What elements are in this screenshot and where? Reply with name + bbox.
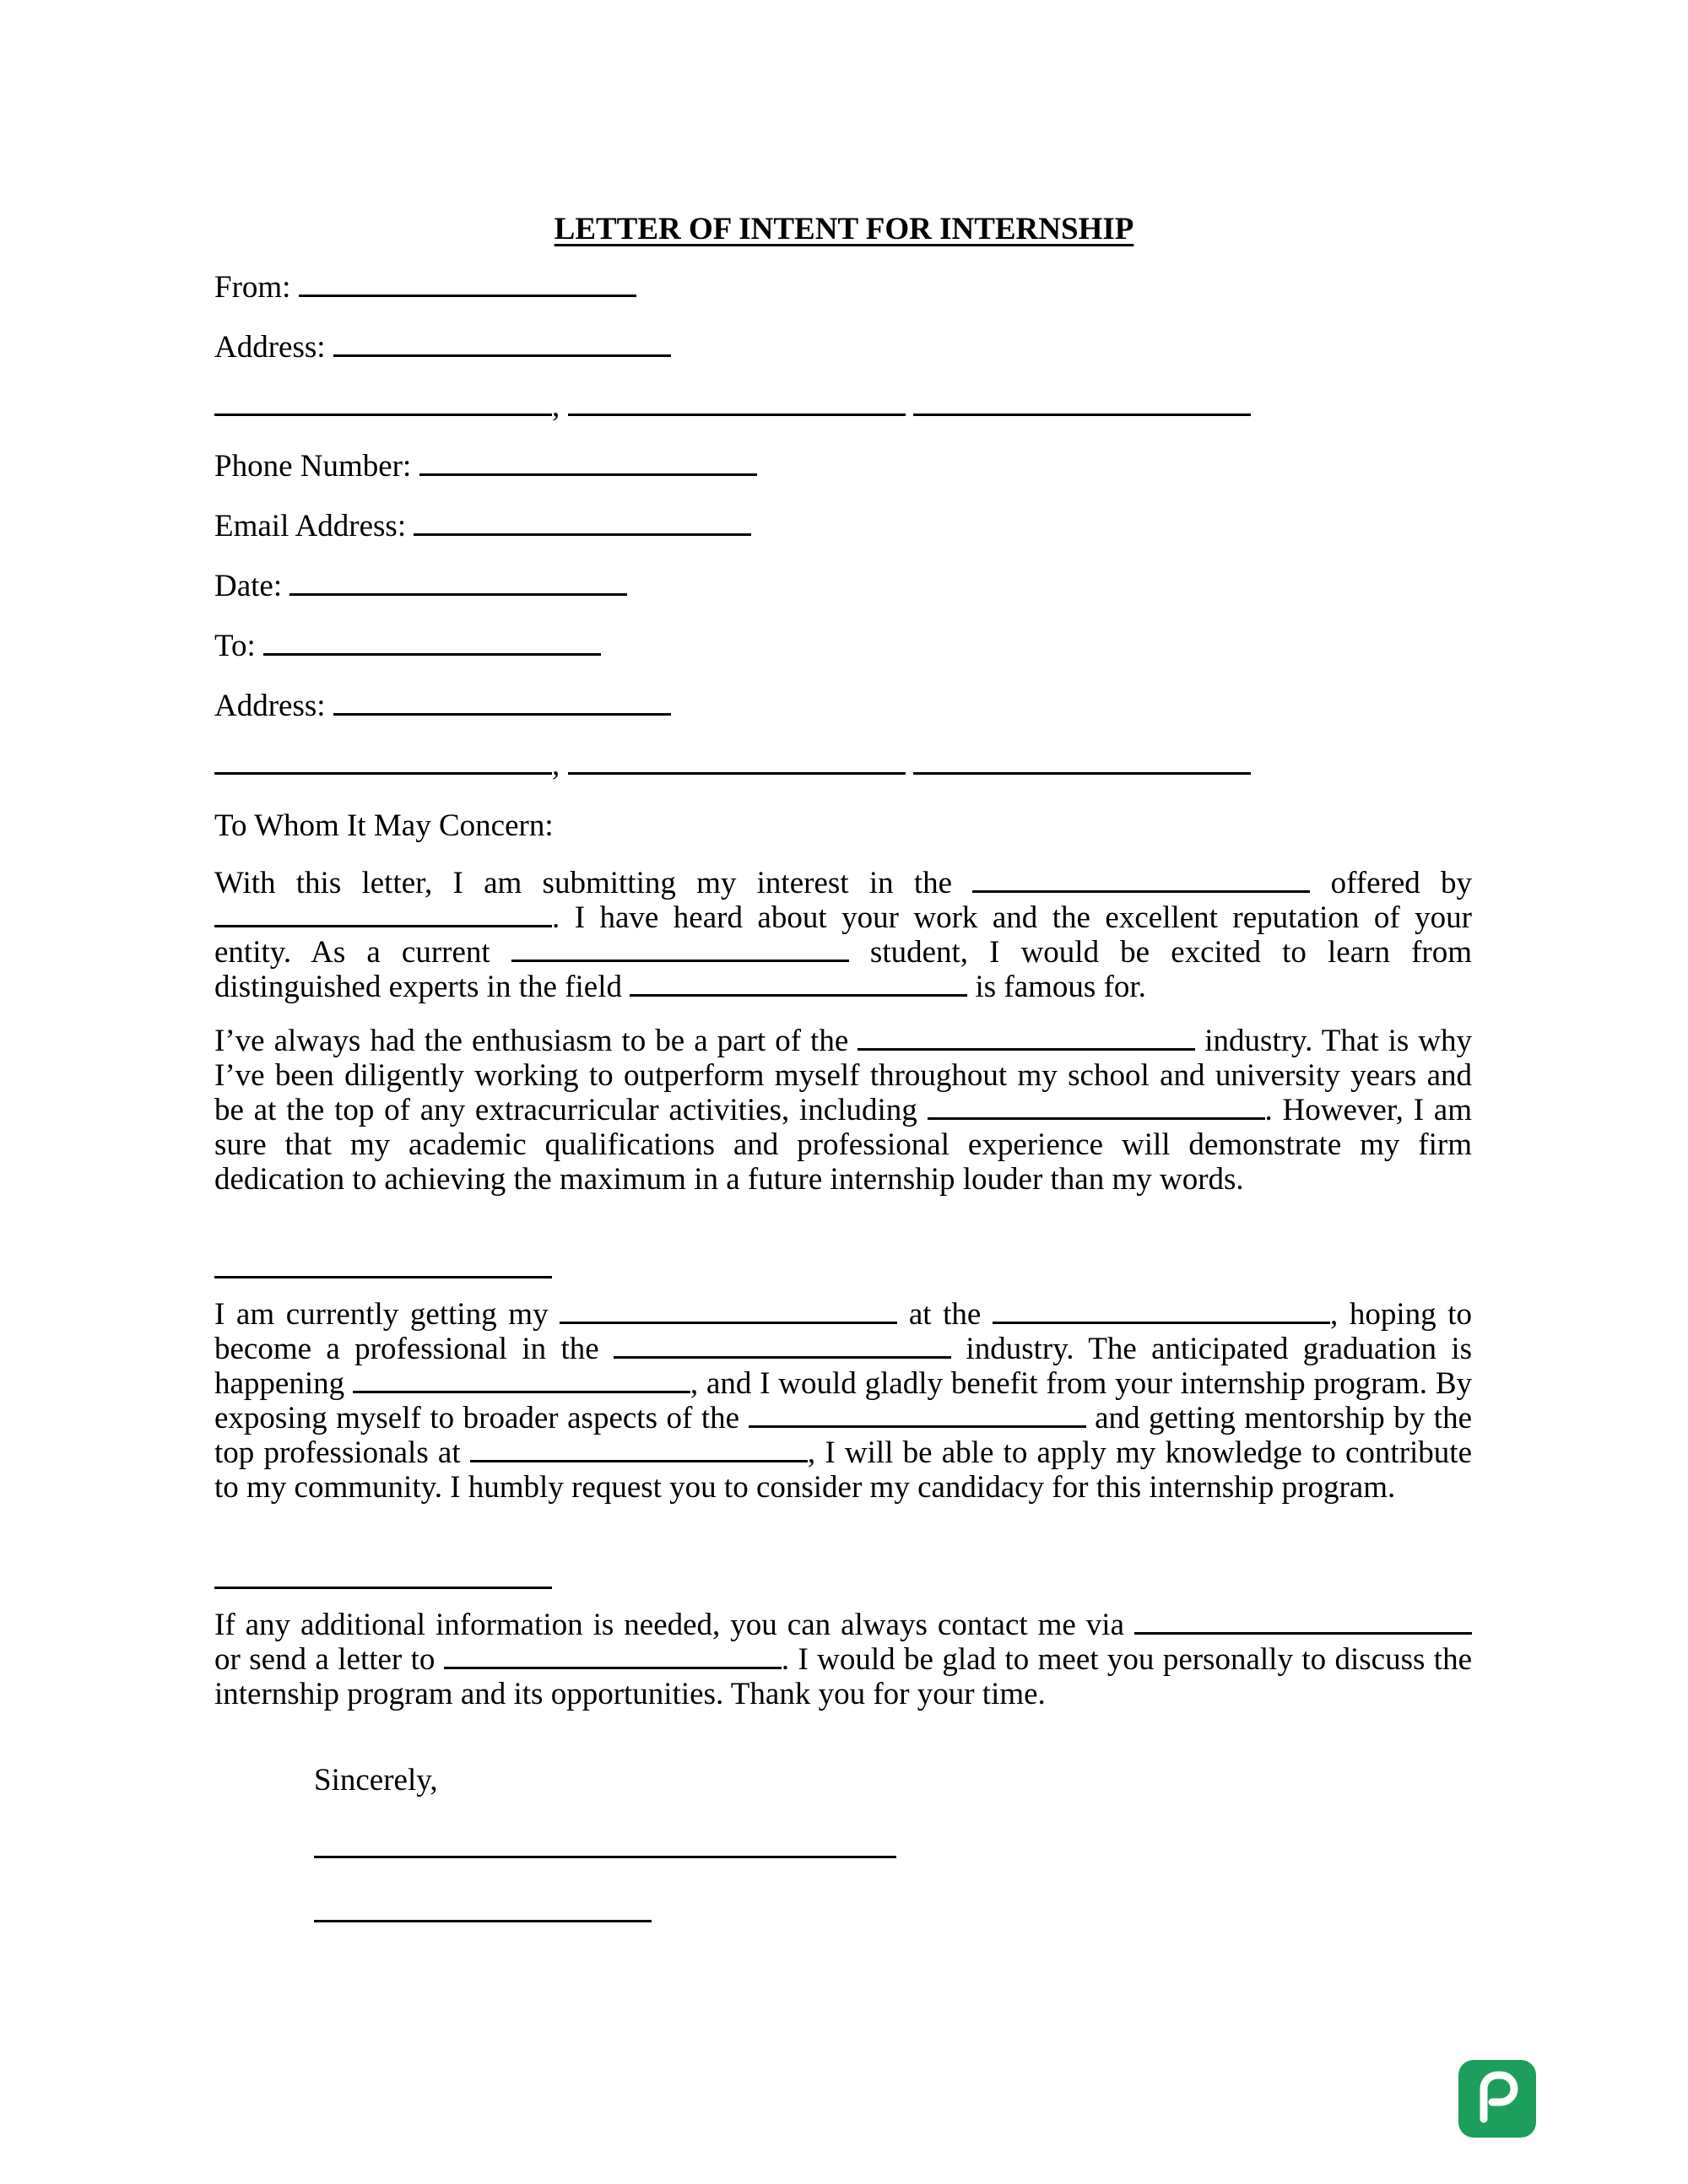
field-blank[interactable] [630,972,967,997]
p4-text-1: If any additional information is needed, you can always contact me via [214,1608,1125,1642]
signature-line[interactable] [314,1856,896,1858]
from-line [214,269,636,306]
comma: , [552,389,560,424]
p4-text-2: or send a letter to [214,1642,436,1677]
target-industry-blank[interactable] [614,1334,951,1359]
degree-blank[interactable] [560,1300,897,1324]
standalone-blank-2[interactable] [214,1587,552,1589]
p3-text-1: I am currently getting my [214,1297,549,1332]
university-blank[interactable] [993,1300,1330,1324]
p-logo-icon [1458,2060,1536,2138]
date-blank[interactable] [289,568,627,596]
recipient-address-line [214,688,671,725]
sender-city-blank[interactable] [214,388,552,416]
mailing-address-blank[interactable] [444,1645,782,1669]
phone-blank[interactable] [419,448,757,476]
p3-text-5: , and I would gladly benefit from your internship program. By exposing myself to broader aspects of the [214,1366,1473,1435]
p2-text-2: industry. That is why I’ve been diligently working to outperform myself throughout my school and university years and be at the top of any extracurricular activities, including [214,1024,1472,1127]
to-label: To: [214,629,256,663]
p3-text-6: and getting mentorship by the top professionals at [214,1401,1472,1470]
document-title: LETTER OF INTENT FOR INTERNSHIP [554,212,1134,246]
to-blank[interactable] [263,628,601,656]
from-label: From: [214,270,291,305]
p1-text-3: . I have heard about your work and the excellent reputation of your entity. As a current [214,900,1472,970]
contact-method-blank[interactable] [1134,1610,1472,1635]
email-blank[interactable] [414,508,751,536]
email-line [214,508,751,545]
p2-text-1: I’ve always had the enthusiasm to be a part of the [214,1024,849,1058]
paragraph-3 [214,1297,1472,1505]
salutation: To Whom It May Concern: [214,808,554,843]
recipient-state-blank[interactable] [568,747,906,775]
email-label: Email Address: [214,509,407,543]
recipient-city-blank[interactable] [214,747,552,775]
comma: , [552,748,560,782]
company-blank[interactable] [214,903,552,927]
printed-name-line[interactable] [314,1920,652,1922]
p2-text-3: . However, I am sure that my academic qualifications and professional experience will demonstrate my firm dedication to achieving the maximum in a future internship louder than my words. [214,1093,1472,1197]
program-blank[interactable] [972,868,1310,893]
p3-text-3: , hoping to become a professional in the [214,1297,1473,1366]
p4-text-3: . I would be glad to meet you personally to discuss the internship program and its opportunities. Thank you for your time. [214,1642,1472,1711]
date-line [214,568,627,605]
recipient-address-blank[interactable] [333,688,671,716]
from-blank[interactable] [299,269,636,297]
p1-text-2: offered by [1330,866,1473,900]
sender-address-label: Address: [214,330,326,365]
activities-blank[interactable] [928,1095,1265,1120]
phone-label: Phone Number: [214,449,412,484]
closing: Sincerely, [314,1763,438,1797]
recipient-city-line [214,747,1251,784]
paragraph-1 [214,866,1472,1004]
organization-blank[interactable] [470,1438,808,1462]
date-label: Date: [214,569,283,603]
graduation-date-blank[interactable] [353,1369,690,1393]
p3-text-2: at the [908,1297,982,1332]
p3-text-4: industry. The anticipated graduation is happening [214,1332,1473,1401]
sender-state-blank[interactable] [568,388,906,416]
major-blank[interactable] [511,938,849,962]
p1-text-4: student, I would be excited to learn from distinguished experts in the field [214,935,1473,1004]
phone-line [214,448,757,485]
recipient-zip-blank[interactable] [913,747,1251,775]
p3-text-7: , I will be able to apply my knowledge to contribute to my community. I humbly request you to consider my candidacy for this internship program. [214,1435,1472,1505]
standalone-blank-1[interactable] [214,1276,552,1279]
p1-text-5: is famous for. [975,970,1146,1004]
sender-address-blank[interactable] [333,329,671,357]
paragraph-2 [214,1024,1472,1197]
paragraph-4 [214,1608,1472,1711]
sender-address-line [214,329,671,366]
p1-text-1: With this letter, I am submitting my interest in the [214,866,953,900]
recipient-address-label: Address: [214,689,326,723]
industry-blank[interactable] [858,1026,1195,1051]
sender-city-line [214,388,1251,425]
sender-zip-blank[interactable] [913,388,1251,416]
p-logo-glyph [1458,2060,1536,2138]
to-line [214,628,601,665]
aspects-blank[interactable] [749,1403,1086,1428]
